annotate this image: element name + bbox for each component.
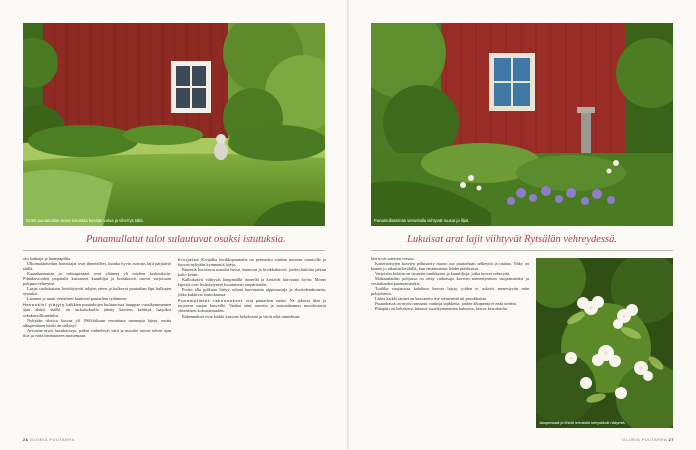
text-column-1 [371, 256, 529, 312]
paragraph: Lammet ja muut vesiaiheet kuuluvat puutarhan sydämeen. [27, 296, 128, 302]
paragraph: Kaiteistettyjen kasvien pelkistetty muoto tuo puutarhaan selkeyttä ja rauhaa. Näky on kaunis jo aikaisin keväällä, kun ensimmäiset lehdet puhkeavat. [371, 261, 529, 272]
paragraph: hiertyvät sateisen verson. [371, 256, 415, 261]
white-blossom-image [536, 258, 673, 428]
paragraph: Portin alla polkuun liittyy ryhmä harvinaisia alppiruusuja ja rhododendroneita, jotka kukkivat toukokuussa. [178, 287, 326, 298]
subheading-lead: Punamullatut rakennukset [178, 298, 243, 304]
paragraph: Pihapiiri on kehittynyt hitaasti vuosikymmenten kuluessa, kerros kerrokselta. [375, 306, 508, 312]
paragraph: Rakennukset ovat kaikki kasvien kehyksenä ja väriä sekä tunnelmaa. [182, 313, 301, 319]
photo-caption: Jalopensaat ja tiheät lehvästöt kehystävät näkymiä. [539, 421, 626, 425]
red-house-garden-photo [23, 23, 325, 226]
magazine-title: GLORIA PUUTARHA [622, 438, 667, 442]
paragraph: Puutarhassa on myös runsaasti vanhoja lajikkeita, joiden alkuperää ei enää tiedetä. [375, 301, 517, 307]
blue-window-garden-image [371, 23, 673, 226]
subheading-lead: Kivijalka [178, 257, 200, 262]
paragraph-text: Kivijalka kivikkopuutarha on perustettu vanhan navetan raunioille ja kasvaa nykyään kymmeniä lajeja. [178, 257, 327, 268]
paragraph-text: ovat puutarhan runko. Ne jakavat tilaa ja tarjoavat suojaa kasveille. Vanhat aitat, navetta ja asuinrakennus muodostavat yhtenäisen kokonaisuuden. [178, 298, 327, 314]
paragraph: Kalliokasvit viihtyvät lämpimällä rinteellä ja kestävät kuivuutta hyvin. Monet lajeista ovat levittäytyneet luontaisesti ympäristöön. [178, 277, 326, 288]
paragraph: Nykyään tiloissa kasvaa yli 1960-lukuun verrattuna useampia lajeja, mutta alkuperäinen henki on säilynyt. [23, 317, 171, 328]
headline-rule [23, 250, 325, 251]
folio [622, 438, 674, 442]
folio [23, 438, 75, 442]
photo-caption: Grünt punamullan seinä korostaa kevään valoa ja viherrys tällä. [26, 218, 144, 223]
subheading-paragraph [178, 257, 326, 267]
paragraph: Arvostaa myös havukasveja, joiden vaihtelevat värit ja muodot tuovat talven ajan iloa ja väriä harmaaseen maisemaan. [23, 327, 171, 338]
paragraph: seo kaihtaja ja harmaapihta. [23, 256, 71, 261]
subheading-paragraph [178, 298, 326, 313]
paragraph: Varjoisiin kohtiin on istutettu sanikkaisia ja kuunliljoja, jotka tuovat vehreyttä. [375, 271, 510, 277]
red-house-garden-image [23, 23, 325, 226]
paragraph: Kasaaharmaista ja valmapensaat ovat yltäneet yli mielten korkeuksiin. Pihtakuvioiden ympärille kasvaneet kuunliljat ja hostakasvit tuovat varjoisaan pohjaan vehreyttä. [23, 271, 171, 287]
paragraph: Laajat ruohokaistat levittäytyvät talojen eteen ja kulkevat puutarhan läpi kulkujen seuraksi. [23, 286, 171, 297]
page-number: 26 [23, 438, 29, 442]
blue-window-garden-photo [371, 23, 673, 226]
paragraph: Rinnettä koristavat matalat havut, kanervat ja kivikkokasvit, joiden kukinta jatkuu koko kesän. [178, 267, 326, 278]
white-blossom-photo [536, 258, 673, 428]
left-page [0, 0, 347, 450]
page-headline: Punamullatut talot sulautuvat osaksi istutuksia. [86, 234, 286, 245]
right-page [349, 0, 696, 450]
subheading-lead: Havuskivi yläjyty [23, 302, 65, 308]
paragraph: Tuulilta suojaisissa kohdissa kasvaa lajeja, joiden ei uskoisi menestyvän näin pohjoisessa. [371, 286, 529, 297]
paragraph: Lähes kaikki taimet on kasvatettu itse siemenistä tai pistokkaista. [375, 296, 488, 302]
page-headline: Lukuisat arat lajit viihtyvät Rytsälän vehreydessä. [407, 234, 617, 245]
page-number: 27 [668, 438, 674, 442]
text-column-1 [23, 256, 171, 338]
text-column-2 [178, 256, 326, 319]
photo-caption: Punamullaseinän vierustalla viihtyvät ruusut ja liljat. [374, 218, 470, 223]
subheading-paragraph [23, 302, 171, 317]
headline-rule [371, 250, 673, 251]
paragraph-text: kaikkien puutarhojen kulttuurissa lamppaa vuosikymmenten ajan aluksi täällä, on tarkoituksella jätetty kasvien kehittyä laajoiksi sekakasvillisuudeksi. [23, 302, 172, 318]
magazine-title: GLORIA PUUTARHA [30, 438, 75, 442]
paragraph: Ulkomaalaisetkin harrastajat ovat ihmetelleet, kuinka hyvin avaruus lajit pärjäävät täällä. [23, 261, 171, 272]
paragraph: Maltaanlaidan pohjassa on tehty ratkaisuja kasvien menestymisen suojaamiseksi ja vesitalouden parantamiseksi. [371, 276, 529, 287]
